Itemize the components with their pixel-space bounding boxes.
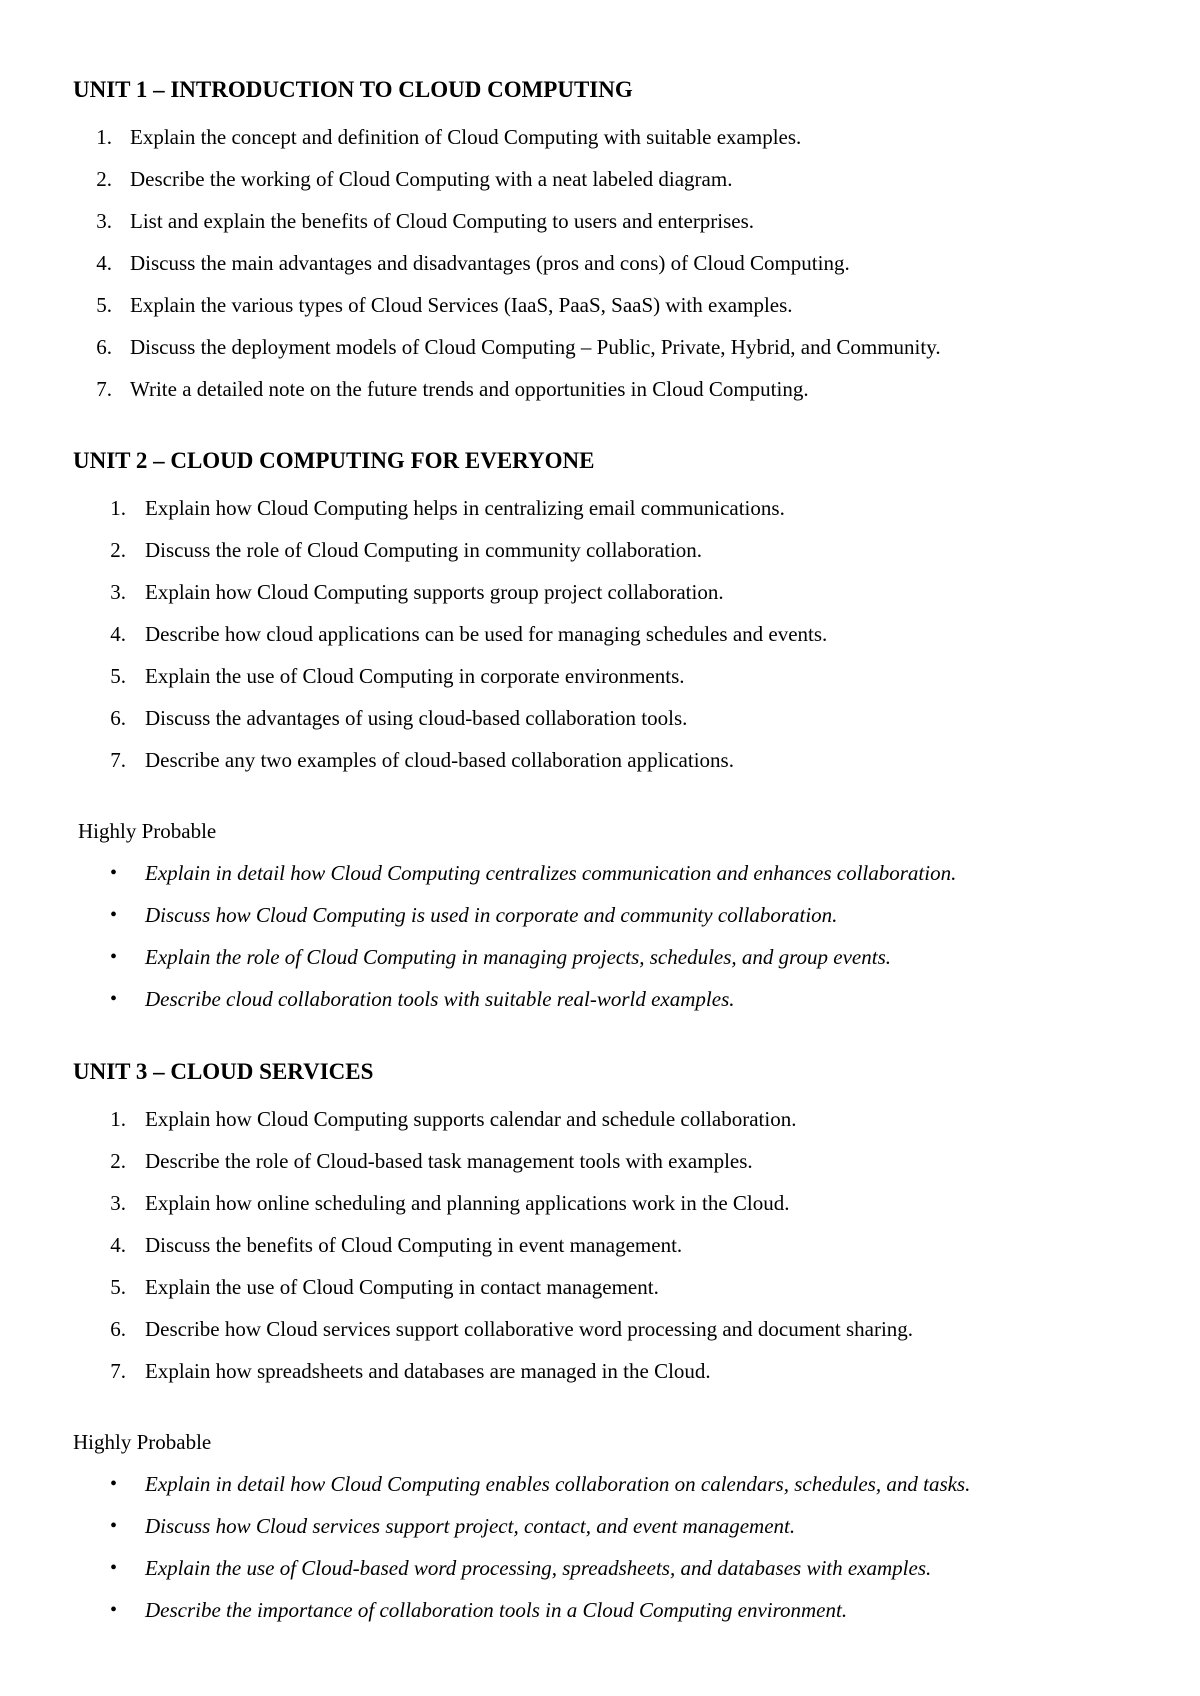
item-number: 4. <box>110 1233 126 1257</box>
item-number: 7. <box>110 1359 126 1383</box>
question-text: Describe how cloud applications can be used for managing schedules and events. <box>145 622 828 646</box>
list-item <box>0 334 1200 376</box>
item-number: 2. <box>110 1149 126 1173</box>
unit1-heading: UNIT 1 – INTRODUCTION TO CLOUD COMPUTING <box>73 77 633 102</box>
question-text: Describe the working of Cloud Computing with a neat labeled diagram. <box>130 167 733 191</box>
question-text: Describe the role of Cloud-based task management tools with examples. <box>145 1149 753 1173</box>
probable-question-text: Describe cloud collaboration tools with suitable real-world examples. <box>145 987 735 1011</box>
question-text: Discuss the advantages of using cloud-based collaboration tools. <box>145 706 688 730</box>
question-text: List and explain the benefits of Cloud Computing to users and enterprises. <box>130 209 755 233</box>
list-item <box>0 1597 1200 1639</box>
item-number: 3. <box>96 209 112 233</box>
question-text: Write a detailed note on the future trends and opportunities in Cloud Computing. <box>130 377 809 401</box>
item-number: 5. <box>110 664 126 688</box>
unit2-highly-probable-list <box>0 860 1200 1028</box>
unit2-highly-probable-label: Highly Probable <box>78 819 217 843</box>
item-number: 6. <box>110 1317 126 1341</box>
list-item <box>0 537 1200 579</box>
item-number: 4. <box>96 251 112 275</box>
question-text: Discuss the role of Cloud Computing in community collaboration. <box>145 538 703 562</box>
list-item <box>0 376 1200 418</box>
item-number: 1. <box>96 125 112 149</box>
unit1-question-list <box>0 124 1200 418</box>
list-item <box>0 1190 1200 1232</box>
question-text: Describe how Cloud services support collaborative word processing and document sharing. <box>145 1317 914 1341</box>
list-item <box>0 292 1200 334</box>
probable-question-text: Explain the role of Cloud Computing in managing projects, schedules, and group events. <box>145 945 892 969</box>
probable-question-text: Explain in detail how Cloud Computing centralizes communication and enhances collaboration. <box>145 861 957 885</box>
unit3-highly-probable-list <box>0 1471 1200 1639</box>
question-text: Explain the use of Cloud Computing in contact management. <box>145 1275 659 1299</box>
question-text: Explain the concept and definition of Cloud Computing with suitable examples. <box>130 125 802 149</box>
bullet-icon: • <box>110 862 118 884</box>
unit3-heading: UNIT 3 – CLOUD SERVICES <box>73 1059 374 1084</box>
probable-question-text: Discuss how Cloud services support project, contact, and event management. <box>145 1514 796 1538</box>
probable-question-text: Discuss how Cloud Computing is used in corporate and community collaboration. <box>145 903 838 927</box>
question-text: Explain the various types of Cloud Services (IaaS, PaaS, SaaS) with examples. <box>130 293 793 317</box>
item-number: 2. <box>96 167 112 191</box>
item-number: 1. <box>110 1107 126 1131</box>
question-text: Explain how Cloud Computing supports calendar and schedule collaboration. <box>145 1107 797 1131</box>
bullet-icon: • <box>110 988 118 1010</box>
bullet-icon: • <box>110 1557 118 1579</box>
list-item <box>0 208 1200 250</box>
list-item <box>0 124 1200 166</box>
probable-question-text: Explain the use of Cloud-based word processing, spreadsheets, and databases with examples. <box>145 1556 932 1580</box>
question-text: Discuss the benefits of Cloud Computing in event management. <box>145 1233 683 1257</box>
list-item <box>0 495 1200 537</box>
list-item <box>0 166 1200 208</box>
bullet-icon: • <box>110 1473 118 1495</box>
list-item <box>0 860 1200 902</box>
question-text: Explain how Cloud Computing helps in centralizing email communications. <box>145 496 785 520</box>
list-item <box>0 747 1200 789</box>
question-text: Discuss the main advantages and disadvantages (pros and cons) of Cloud Computing. <box>130 251 850 275</box>
item-number: 7. <box>96 377 112 401</box>
list-item <box>0 663 1200 705</box>
item-number: 1. <box>110 496 126 520</box>
list-item <box>0 1274 1200 1316</box>
list-item <box>0 250 1200 292</box>
bullet-icon: • <box>110 904 118 926</box>
list-item <box>0 1555 1200 1597</box>
question-text: Explain the use of Cloud Computing in corporate environments. <box>145 664 685 688</box>
list-item <box>0 1513 1200 1555</box>
list-item <box>0 1106 1200 1148</box>
item-number: 5. <box>110 1275 126 1299</box>
item-number: 6. <box>110 706 126 730</box>
list-item <box>0 944 1200 986</box>
question-text: Explain how Cloud Computing supports group project collaboration. <box>145 580 724 604</box>
list-item <box>0 1316 1200 1358</box>
item-number: 6. <box>96 335 112 359</box>
list-item <box>0 579 1200 621</box>
bullet-icon: • <box>110 1515 118 1537</box>
list-item <box>0 1232 1200 1274</box>
item-number: 3. <box>110 1191 126 1215</box>
item-number: 2. <box>110 538 126 562</box>
item-number: 7. <box>110 748 126 772</box>
list-item <box>0 705 1200 747</box>
item-number: 4. <box>110 622 126 646</box>
item-number: 5. <box>96 293 112 317</box>
list-item <box>0 1148 1200 1190</box>
probable-question-text: Explain in detail how Cloud Computing enables collaboration on calendars, schedules, and tasks. <box>145 1472 971 1496</box>
list-item <box>0 902 1200 944</box>
question-text: Explain how spreadsheets and databases are managed in the Cloud. <box>145 1359 711 1383</box>
unit3-highly-probable-label: Highly Probable <box>73 1430 212 1454</box>
list-item <box>0 1358 1200 1400</box>
unit3-question-list <box>0 1106 1200 1400</box>
list-item <box>0 1471 1200 1513</box>
list-item <box>0 986 1200 1028</box>
item-number: 3. <box>110 580 126 604</box>
unit2-heading: UNIT 2 – CLOUD COMPUTING FOR EVERYONE <box>73 448 595 473</box>
question-text: Explain how online scheduling and planning applications work in the Cloud. <box>145 1191 790 1215</box>
unit2-question-list <box>0 495 1200 789</box>
bullet-icon: • <box>110 946 118 968</box>
list-item <box>0 621 1200 663</box>
question-text: Discuss the deployment models of Cloud Computing – Public, Private, Hybrid, and Community. <box>130 335 941 359</box>
probable-question-text: Describe the importance of collaboration tools in a Cloud Computing environment. <box>145 1598 848 1622</box>
question-text: Describe any two examples of cloud-based collaboration applications. <box>145 748 734 772</box>
bullet-icon: • <box>110 1599 118 1621</box>
